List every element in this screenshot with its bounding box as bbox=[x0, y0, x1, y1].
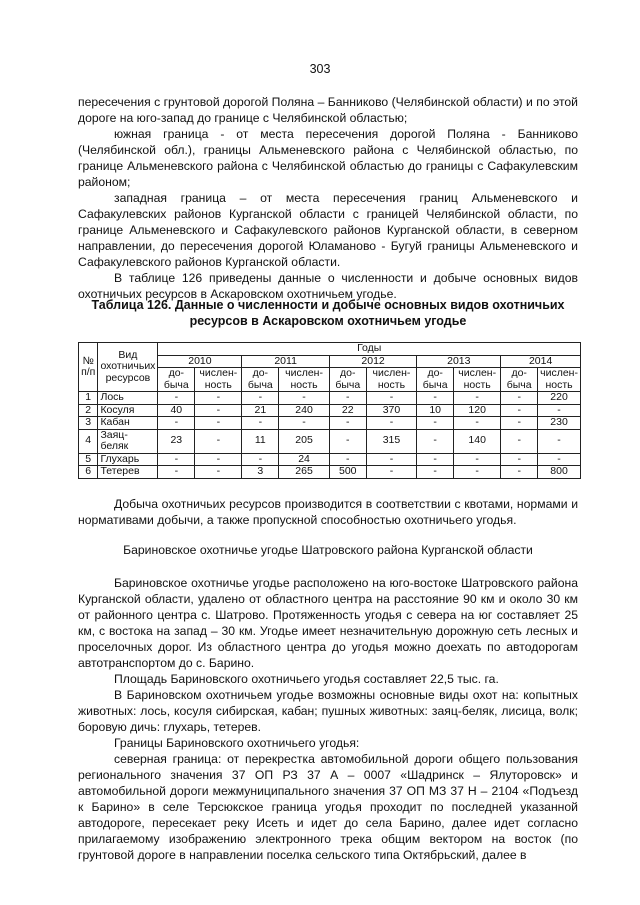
value-cell: 10 bbox=[417, 404, 454, 417]
value-cell: 24 bbox=[279, 453, 330, 466]
value-cell: - bbox=[279, 392, 330, 405]
paragraph: Площадь Бариновского охотничьего угодья составляет 22,5 тыс. га. bbox=[114, 672, 499, 686]
value-cell: 3 bbox=[242, 466, 279, 479]
value-cell: - bbox=[158, 417, 195, 430]
value-cell: - bbox=[329, 429, 366, 453]
value-cell: 265 bbox=[279, 466, 330, 479]
row-number: 5 bbox=[79, 453, 98, 466]
after-table-text bbox=[78, 496, 578, 528]
value-cell: - bbox=[195, 466, 242, 479]
value-cell: 800 bbox=[538, 466, 581, 479]
value-cell: 315 bbox=[366, 429, 417, 453]
value-cell: 23 bbox=[158, 429, 195, 453]
paragraph: В таблице 126 приведены данные о численности и добыче основных видов охотничьих ресурсов в Аскаровском охотничьем угодье. bbox=[78, 271, 578, 301]
species-name: Кабан bbox=[98, 417, 158, 430]
section-title: Бариновское охотничье угодье Шатровского района Курганской области bbox=[123, 543, 533, 557]
value-cell: - bbox=[538, 429, 581, 453]
value-cell: 230 bbox=[538, 417, 581, 430]
table-caption: Таблица 126. Данные о численности и добыче основных видов охотничьих ресурсов в Аскаровском охотничьем угодье bbox=[91, 298, 565, 328]
value-cell: - bbox=[242, 453, 279, 466]
table-row bbox=[79, 404, 581, 417]
year-cell: 2013 bbox=[417, 355, 501, 368]
value-cell: - bbox=[279, 417, 330, 430]
value-cell: - bbox=[195, 453, 242, 466]
value-cell: 40 bbox=[158, 404, 195, 417]
paragraph: северная граница: от перекрестка автомобильной дороги общего пользования регионального значения 37 ОП РЗ 37 А – 0007 «Шадринск – Ялуторовск» и автомобильной дороги межмуниципального значения 37 ОП МЗ 37 Н – 2104 «Подъезд к Барино» в селе Терсюкское граница угодья проходит по последней указанной автодороге, пересекает реку Исеть и идет до села Барино, далее идет согласно прилагаемому изображению электронного трека общим вектором на восток (по грунтовой дороге в направлении поселка сельского типа Октябрьский, далее в bbox=[78, 752, 578, 862]
value-cell: - bbox=[454, 417, 501, 430]
value-cell: - bbox=[417, 429, 454, 453]
row-number: 3 bbox=[79, 417, 98, 430]
table-body bbox=[79, 392, 581, 479]
value-cell: - bbox=[195, 404, 242, 417]
value-cell: - bbox=[501, 417, 538, 430]
sub-count: числен-ность bbox=[279, 368, 330, 392]
value-cell: - bbox=[329, 453, 366, 466]
value-cell: - bbox=[242, 417, 279, 430]
table-row bbox=[79, 392, 581, 405]
value-cell: - bbox=[454, 466, 501, 479]
header-species: Вид охотничьих ресурсов bbox=[98, 343, 158, 392]
sub-count: числен-ность bbox=[538, 368, 581, 392]
year-cell: 2010 bbox=[158, 355, 242, 368]
value-cell: 370 bbox=[366, 404, 417, 417]
value-cell: - bbox=[366, 392, 417, 405]
value-cell: - bbox=[501, 466, 538, 479]
value-cell: 120 bbox=[454, 404, 501, 417]
value-cell: - bbox=[366, 417, 417, 430]
value-cell: - bbox=[158, 392, 195, 405]
year-cell: 2012 bbox=[329, 355, 416, 368]
row-number: 2 bbox=[79, 404, 98, 417]
paragraph: В Бариновском охотничьем угодье возможны основные виды охот на: копытных животных: лось, косуля сибирская, кабан; пушных животных: заяц-беляк, лисица, волк; боровую дичь: глухарь, тетерев. bbox=[78, 688, 578, 734]
value-cell: - bbox=[538, 453, 581, 466]
value-cell: - bbox=[501, 453, 538, 466]
value-cell: - bbox=[195, 417, 242, 430]
sub-catch: до-бычa bbox=[501, 368, 538, 392]
value-cell: - bbox=[417, 466, 454, 479]
value-cell: - bbox=[158, 466, 195, 479]
value-cell: - bbox=[538, 404, 581, 417]
value-cell: - bbox=[454, 453, 501, 466]
header-years: Годы bbox=[158, 343, 581, 356]
value-cell: 205 bbox=[279, 429, 330, 453]
sub-catch: до-бычa bbox=[417, 368, 454, 392]
value-cell: - bbox=[158, 453, 195, 466]
paragraph: западная граница – от места пересечения границ Альменевского и Сафакулевских районов Курганской области с границей Челябинской области, по границе Альменевского и Сафакулевского районов Курганской области, в северном направлении, до пересечения дорогой Юламаново - Бугуй границы Альменевского и Сафакулевского районов Курганской области. bbox=[78, 191, 578, 269]
header-num: № п/п bbox=[79, 343, 98, 392]
value-cell: - bbox=[366, 466, 417, 479]
header-row bbox=[79, 343, 581, 356]
row-number: 1 bbox=[79, 392, 98, 405]
data-table bbox=[78, 342, 581, 479]
value-cell: - bbox=[417, 417, 454, 430]
value-cell: - bbox=[242, 392, 279, 405]
paragraph: Добыча охотничьих ресурсов производится в соответствии с квотами, нормами и нормативами добычи, а также пропускной способностью охотничьего угодья. bbox=[78, 497, 578, 527]
value-cell: - bbox=[195, 392, 242, 405]
sub-count: числен-ность bbox=[454, 368, 501, 392]
paragraph: Бариновское охотничье угодье расположено на юго-востоке Шатровского района Курганской области, удалено от областного центра на расстояние 90 км и около 30 км от районного центра с. Шатрово. Протяженность угодья с севера на юг составляет 25 км, с востока на запад – 30 км. Угодье имеет незначительную дорожную сеть лесных и проселочных дорог. Из областного центра до угодья можно доехать по автодорогам автотранспортом до с. Барино. bbox=[78, 576, 578, 670]
value-cell: 140 bbox=[454, 429, 501, 453]
species-name: Заяц-беляк bbox=[98, 429, 158, 453]
value-cell: - bbox=[329, 417, 366, 430]
table-row bbox=[79, 429, 581, 453]
sub-catch: до-бычa bbox=[329, 368, 366, 392]
value-cell: - bbox=[417, 392, 454, 405]
value-cell: - bbox=[329, 392, 366, 405]
table-row bbox=[79, 417, 581, 430]
page-number: 303 bbox=[309, 62, 331, 76]
section-text bbox=[78, 575, 578, 863]
paragraph: Границы Бариновского охотничьего угодья: bbox=[114, 736, 360, 750]
table-row bbox=[79, 466, 581, 479]
sub-catch: до-бычa bbox=[242, 368, 279, 392]
value-cell: 240 bbox=[279, 404, 330, 417]
value-cell: - bbox=[366, 453, 417, 466]
paragraph: пересечения с грунтовой дорогой Поляна – Банниково (Челябинской области) и по этой дороге на юго-запад до границе с Челябинской областью; bbox=[78, 95, 578, 125]
table-row bbox=[79, 453, 581, 466]
value-cell: - bbox=[501, 429, 538, 453]
row-number: 6 bbox=[79, 466, 98, 479]
intro-text bbox=[78, 94, 578, 302]
species-name: Глухарь bbox=[98, 453, 158, 466]
value-cell: - bbox=[417, 453, 454, 466]
sub-catch: до-бычa bbox=[158, 368, 195, 392]
species-name: Косуля bbox=[98, 404, 158, 417]
species-name: Лось bbox=[98, 392, 158, 405]
year-cell: 2011 bbox=[242, 355, 329, 368]
value-cell: 22 bbox=[329, 404, 366, 417]
value-cell: - bbox=[501, 404, 538, 417]
value-cell: - bbox=[454, 392, 501, 405]
value-cell: 500 bbox=[329, 466, 366, 479]
value-cell: 220 bbox=[538, 392, 581, 405]
value-cell: 11 bbox=[242, 429, 279, 453]
value-cell: 21 bbox=[242, 404, 279, 417]
sub-count: числен-ность bbox=[366, 368, 417, 392]
value-cell: - bbox=[501, 392, 538, 405]
paragraph: южная граница - от места пересечения дорогой Поляна - Банниково (Челябинской обл.), границы Альменевского района с Челябинской областью, по границе Альменевского района с Челябинской областью до границы с Сафакулевским районом; bbox=[78, 127, 578, 189]
species-name: Тетерев bbox=[98, 466, 158, 479]
row-number: 4 bbox=[79, 429, 98, 453]
year-cell: 2014 bbox=[501, 355, 581, 368]
value-cell: - bbox=[195, 429, 242, 453]
sub-count: числен-ность bbox=[195, 368, 242, 392]
